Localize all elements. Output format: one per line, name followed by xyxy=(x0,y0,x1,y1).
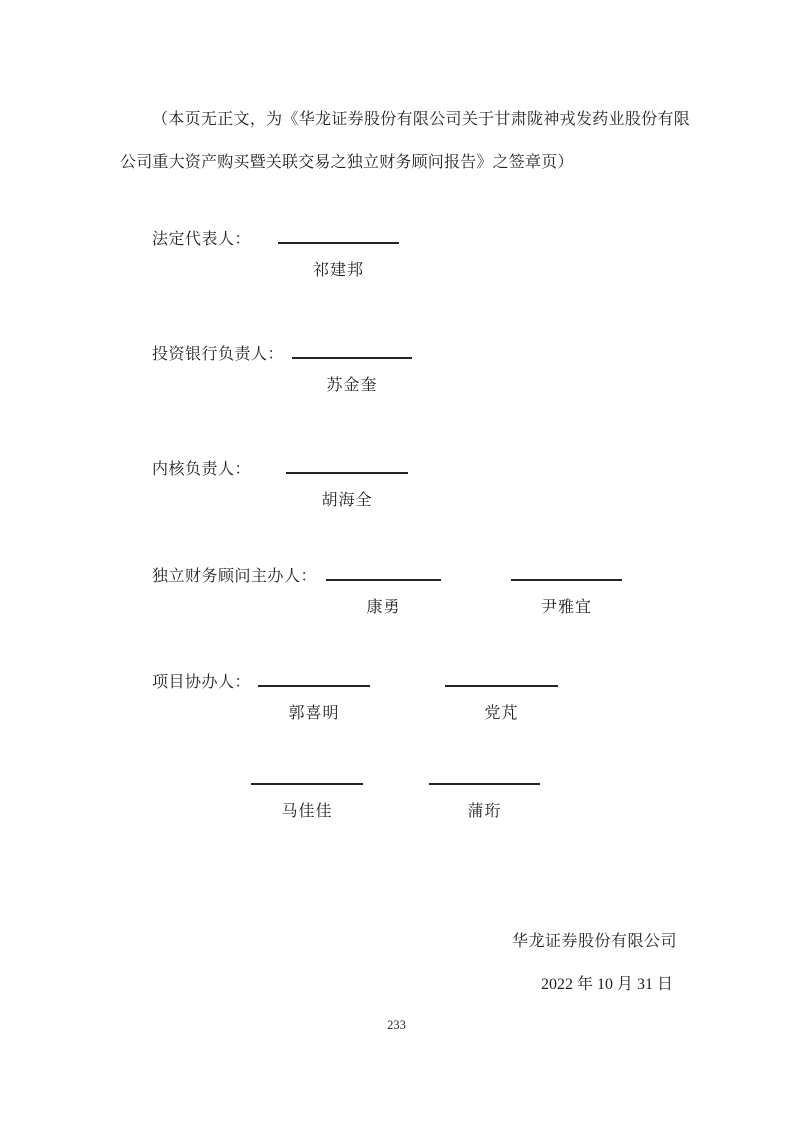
preamble-paragraph: （本页无正文，为《华龙证券股份有限公司关于甘肃陇神戎发药业股份有限公司重大资产购买暨关联交易之独立财务顾问报告》之签章页） xyxy=(120,111,690,171)
signature-label: 投资银行负责人： xyxy=(152,346,285,363)
signature-row-project-co-organizers xyxy=(152,669,558,723)
signature-label: 项目协办人： xyxy=(152,674,252,691)
signature-line xyxy=(292,341,412,359)
signature-row-internal-review-head xyxy=(152,456,408,510)
signature-unit xyxy=(258,669,370,723)
signatory-name: 郭喜明 xyxy=(288,705,340,722)
signature-unit xyxy=(278,226,399,280)
signature-line xyxy=(445,669,558,687)
signature-row-financial-advisor-sponsors xyxy=(152,563,622,617)
signature-unit xyxy=(511,563,622,617)
signatory-name: 党芃 xyxy=(484,705,519,722)
signatory-name: 祁建邦 xyxy=(313,262,365,279)
signature-unit xyxy=(445,669,558,723)
signature-row-investment-banking-head xyxy=(152,341,412,395)
signatory-name: 苏金奎 xyxy=(326,377,378,394)
signature-unit xyxy=(286,456,408,510)
signature-unit xyxy=(251,769,363,821)
signature-unit xyxy=(326,563,441,617)
signature-unit xyxy=(429,769,540,821)
signature-line xyxy=(258,669,370,687)
signature-line xyxy=(286,456,408,474)
signature-unit xyxy=(292,341,412,395)
report-date: 2022 年 10 月 31 日 xyxy=(541,976,674,993)
signatory-name: 胡海全 xyxy=(321,492,373,509)
signature-line xyxy=(326,563,441,581)
signatory-name: 康勇 xyxy=(366,599,401,616)
signature-row-project-co-organizers-2 xyxy=(251,769,540,821)
signature-line xyxy=(511,563,622,581)
signature-line xyxy=(251,769,363,785)
signatory-name: 马佳佳 xyxy=(281,803,333,820)
signature-label: 法定代表人： xyxy=(152,231,252,248)
signature-line xyxy=(429,769,540,785)
signatory-name: 蒲珩 xyxy=(467,803,502,820)
signature-row-legal-representative xyxy=(152,226,399,280)
company-name: 华龙证券股份有限公司 xyxy=(512,933,678,950)
signatory-name: 尹雅宜 xyxy=(541,599,593,616)
signature-label: 内核负责人： xyxy=(152,461,252,478)
signature-line xyxy=(278,226,399,244)
page-number: 233 xyxy=(387,1018,406,1032)
signature-label: 独立财务顾问主办人： xyxy=(152,568,318,585)
